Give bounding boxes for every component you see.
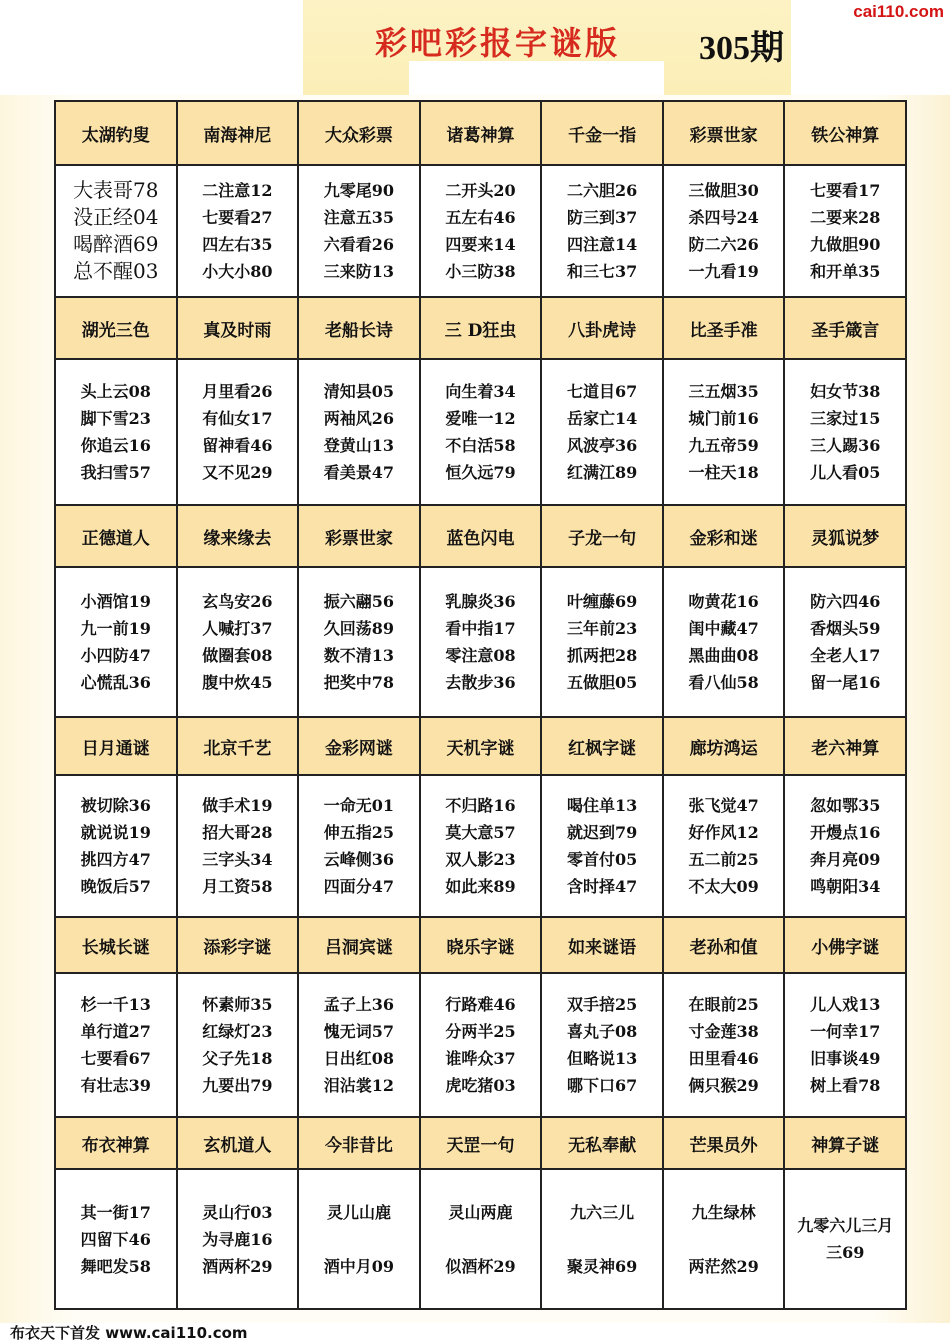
author-header-cell: 比圣手准 (664, 298, 786, 358)
author-header-cell: 晓乐字谜 (421, 918, 543, 972)
riddle-cell (785, 776, 905, 916)
riddle-cell (299, 974, 421, 1116)
riddle-line: 七道目67 (566, 382, 638, 401)
author-header-cell: 铁公神算 (785, 102, 905, 164)
riddle-line: 如此来89 (445, 877, 516, 896)
riddle-line: 父子先18 (202, 1049, 273, 1068)
riddle-line: 张飞觉47 (688, 796, 759, 815)
author-header-cell: 彩票世家 (299, 506, 421, 566)
riddle-line: 在眼前25 (688, 995, 759, 1014)
title-banner (303, 0, 791, 95)
riddle-line: 没正经04 (73, 205, 159, 229)
riddle-line: 不白活58 (445, 436, 516, 455)
riddle-line: 做手术19 (202, 796, 273, 815)
riddle-line: 三69 (826, 1243, 865, 1262)
riddle-cell (178, 166, 300, 296)
author-header-cell: 廊坊鸿运 (664, 718, 786, 774)
riddle-cell (542, 1170, 664, 1308)
riddle-line: 二注意12 (202, 181, 273, 200)
riddle-line: 晚饭后57 (80, 877, 151, 896)
riddle-line: 灵山行03 (202, 1202, 273, 1222)
riddle-line: 香烟头59 (810, 619, 881, 638)
riddle-line: 黑曲曲08 (688, 646, 759, 665)
header-row (56, 506, 905, 568)
riddle-line: 清知县05 (323, 382, 395, 401)
riddle-line: 虎吃猪03 (445, 1076, 516, 1095)
riddle-line: 玄鸟安26 (202, 592, 273, 611)
author-header-cell: 布衣神算 (56, 1118, 178, 1168)
riddle-line: 七要看27 (202, 208, 273, 227)
author-header-cell: 芒果员外 (664, 1118, 786, 1168)
riddle-cell (542, 360, 664, 504)
riddle-cell (56, 568, 178, 716)
riddle-cell (56, 166, 178, 296)
riddle-line: 心慌乱36 (80, 673, 151, 692)
riddle-cell (299, 776, 421, 916)
author-header-cell: 玄机道人 (178, 1118, 300, 1168)
riddle-line: 九一前19 (80, 619, 151, 638)
author-header-cell: 蓝色闪电 (421, 506, 543, 566)
riddle-line: 鸣朝阳34 (810, 877, 881, 896)
riddle-cell (542, 166, 664, 296)
riddle-line: 有壮志39 (80, 1076, 151, 1095)
riddle-line: 小四防47 (80, 646, 151, 665)
author-header-cell: 今非昔比 (299, 1118, 421, 1168)
riddle-cell (178, 974, 300, 1116)
riddle-line: 莫大意57 (445, 823, 516, 842)
author-header-cell: 金彩网谜 (299, 718, 421, 774)
riddle-line: 红满江89 (566, 463, 638, 482)
riddle-line: 杉一千13 (80, 995, 151, 1014)
riddle-line: 红绿灯23 (202, 1022, 273, 1041)
riddle-cell (299, 360, 421, 504)
riddle-line: 行路难46 (445, 995, 516, 1014)
riddle-line: 振六翮56 (323, 592, 395, 611)
riddle-line: 三来防13 (323, 262, 395, 281)
riddle-line: 小三防38 (445, 262, 516, 281)
riddle-line: 孟子上36 (323, 995, 395, 1014)
riddle-line: 看八仙58 (688, 673, 759, 692)
title-blank-area (409, 61, 664, 95)
site-logo-text[interactable]: cai110.com (853, 2, 944, 21)
riddle-cell (785, 1170, 905, 1308)
author-header-cell: 三 D狂虫 (421, 298, 543, 358)
header-row (56, 298, 905, 360)
riddle-line: 杀四号24 (688, 208, 759, 227)
riddle-cell (299, 1170, 421, 1308)
riddle-line: 防二六26 (688, 235, 759, 254)
riddle-line: 看美景47 (323, 463, 395, 482)
riddle-line: 小大小80 (202, 262, 273, 281)
riddle-line: 忽如鄂35 (810, 796, 881, 815)
riddle-line: 恒久远79 (445, 463, 516, 482)
riddle-line: 抓两把28 (566, 646, 638, 665)
riddle-line: 谁哗众37 (445, 1049, 516, 1068)
riddle-line: 就迟到79 (566, 823, 638, 842)
author-header-cell: 子龙一句 (542, 506, 664, 566)
page-title: 彩吧彩报字谜版 (375, 25, 621, 61)
footer-credit: 布衣天下首发 www.cai110.com (10, 1324, 248, 1342)
author-header-cell: 日月通谜 (56, 718, 178, 774)
riddle-line: 七要看67 (80, 1049, 151, 1068)
header-row (56, 1118, 905, 1170)
riddle-line: 二开头20 (445, 181, 516, 200)
riddle-line: 登黄山13 (323, 436, 395, 455)
riddle-line: 喝住单13 (566, 796, 638, 815)
riddle-line: 和三七37 (566, 262, 638, 281)
riddle-line: 向生着34 (445, 382, 516, 401)
author-header-cell: 添彩字谜 (178, 918, 300, 972)
riddle-line: 挑四方47 (80, 850, 151, 869)
riddle-cell (664, 1170, 786, 1308)
author-header-cell: 吕洞宾谜 (299, 918, 421, 972)
riddle-line: 有仙女17 (202, 409, 273, 428)
riddle-cell (664, 776, 786, 916)
riddle-row (56, 166, 905, 298)
riddle-cell (785, 974, 905, 1116)
riddle-line: 留神看46 (202, 436, 273, 455)
author-header-cell: 老孙和值 (664, 918, 786, 972)
riddle-line: 云峰侧36 (323, 850, 395, 869)
riddle-row (56, 360, 905, 506)
author-header-cell: 正德道人 (56, 506, 178, 566)
author-header-cell: 天罡一句 (421, 1118, 543, 1168)
header-row (56, 102, 905, 166)
riddle-line: 城门前16 (688, 409, 759, 428)
riddle-line: 防三到37 (566, 208, 638, 227)
author-header-cell: 神算子谜 (785, 1118, 905, 1168)
riddle-cell (785, 568, 905, 716)
author-header-cell: 诸葛神算 (421, 102, 543, 164)
riddle-line: 儿人戏13 (810, 995, 881, 1014)
riddle-line: 一九看19 (688, 262, 759, 281)
riddle-line: 五做胆05 (566, 673, 638, 692)
riddle-line: 数不清13 (323, 646, 395, 665)
riddle-table (54, 100, 907, 1310)
riddle-line: 大表哥78 (73, 178, 159, 202)
riddle-line: 灵山两鹿 (448, 1202, 513, 1222)
riddle-line: 一何幸17 (810, 1022, 881, 1041)
riddle-line: 日出红08 (323, 1049, 395, 1068)
riddle-line: 总不醒03 (73, 259, 159, 283)
riddle-line: 月工资58 (202, 877, 273, 896)
riddle-line: 三人踢36 (810, 436, 881, 455)
riddle-cell (664, 568, 786, 716)
riddle-line: 我扫雪57 (80, 463, 151, 482)
riddle-line: 九要出79 (202, 1076, 273, 1095)
riddle-line: 头上云08 (80, 382, 151, 401)
riddle-row (56, 776, 905, 918)
riddle-cell (664, 360, 786, 504)
riddle-cell (421, 974, 543, 1116)
riddle-cell (299, 166, 421, 296)
riddle-line: 一命无01 (323, 796, 395, 815)
riddle-line: 腹中炊45 (202, 673, 273, 692)
riddle-line: 和开单35 (810, 262, 881, 281)
riddle-cell (56, 776, 178, 916)
riddle-line: 全老人17 (810, 646, 881, 665)
author-header-cell: 缘来缘去 (178, 506, 300, 566)
author-header-cell: 北京千艺 (178, 718, 300, 774)
riddle-cell (785, 166, 905, 296)
author-header-cell: 如来谜语 (542, 918, 664, 972)
riddle-line: 伸五指25 (323, 823, 395, 842)
riddle-line: 四注意14 (566, 235, 638, 254)
author-header-cell: 金彩和迷 (664, 506, 786, 566)
riddle-line: 脚下雪23 (80, 409, 151, 428)
riddle-line: 九零尾90 (323, 181, 395, 200)
riddle-cell (421, 1170, 543, 1308)
riddle-line: 不归路16 (445, 796, 516, 815)
riddle-line: 四面分47 (323, 877, 395, 896)
author-header-cell: 长城长谜 (56, 918, 178, 972)
riddle-line: 两袖风26 (323, 409, 395, 428)
riddle-line: 小酒馆19 (80, 592, 151, 611)
riddle-line: 久回荡89 (323, 619, 395, 638)
author-header-cell: 彩票世家 (664, 102, 786, 164)
riddle-line: 似酒杯29 (445, 1256, 516, 1276)
riddle-line: 四要来14 (445, 235, 516, 254)
riddle-line: 三年前23 (566, 619, 638, 638)
author-header-cell: 湖光三色 (56, 298, 178, 358)
riddle-cell (178, 360, 300, 504)
riddle-line: 注意五35 (323, 208, 395, 227)
riddle-line: 儿人看05 (810, 463, 881, 482)
riddle-line: 风波亭36 (566, 436, 638, 455)
riddle-line: 四左右35 (202, 235, 273, 254)
author-header-cell: 红枫字谜 (542, 718, 664, 774)
riddle-line: 二要来28 (810, 208, 881, 227)
riddle-line: 三五烟35 (688, 382, 759, 401)
riddle-line: 喝醉酒69 (73, 232, 159, 256)
riddle-row (56, 568, 905, 718)
riddle-line: 做圈套08 (202, 646, 273, 665)
riddle-cell (542, 776, 664, 916)
riddle-line: 五二前25 (688, 850, 759, 869)
riddle-line: 奔月亮09 (810, 850, 881, 869)
author-header-cell: 千金一指 (542, 102, 664, 164)
riddle-line: 留一尾16 (810, 673, 881, 692)
riddle-line: 三字头34 (202, 850, 273, 869)
author-header-cell: 大众彩票 (299, 102, 421, 164)
author-header-cell: 天机字谜 (421, 718, 543, 774)
riddle-line: 酒中月09 (323, 1256, 395, 1276)
riddle-line: 妇女节38 (810, 382, 881, 401)
riddle-line: 人喊打37 (202, 619, 273, 638)
riddle-line: 七要看17 (810, 181, 881, 200)
riddle-line: 舞吧发58 (80, 1256, 151, 1276)
riddle-line: 九六三儿 (570, 1202, 635, 1222)
header-row (56, 918, 905, 974)
riddle-line: 就说说19 (80, 823, 151, 842)
riddle-line: 月里看26 (202, 382, 273, 401)
riddle-line: 怀素师35 (202, 995, 273, 1014)
riddle-line: 四留下46 (80, 1229, 151, 1249)
riddle-cell (421, 568, 543, 716)
riddle-cell (421, 360, 543, 504)
riddle-line: 一柱天18 (688, 463, 759, 482)
riddle-cell (542, 568, 664, 716)
riddle-line: 九五帝59 (688, 436, 759, 455)
riddle-line: 俩只猴29 (688, 1076, 759, 1095)
riddle-cell (664, 974, 786, 1116)
riddle-line: 旧事谈49 (810, 1049, 881, 1068)
riddle-line: 爱唯一12 (445, 409, 516, 428)
riddle-cell (178, 568, 300, 716)
riddle-line: 好作风12 (688, 823, 759, 842)
riddle-line: 泪沾裳12 (323, 1076, 395, 1095)
riddle-row (56, 974, 905, 1118)
riddle-line: 但略说13 (566, 1049, 638, 1068)
riddle-cell (299, 568, 421, 716)
riddle-cell (56, 974, 178, 1116)
riddle-line: 哪下口67 (566, 1076, 638, 1095)
riddle-cell (664, 166, 786, 296)
riddle-line: 双手掊25 (566, 995, 638, 1014)
riddle-line: 把奖中78 (323, 673, 395, 692)
author-header-cell: 八卦虎诗 (542, 298, 664, 358)
author-header-cell: 老六神算 (785, 718, 905, 774)
riddle-line: 寸金莲38 (688, 1022, 759, 1041)
riddle-line: 看中指17 (445, 619, 516, 638)
riddle-line: 为寻鹿16 (202, 1229, 273, 1249)
riddle-line: 聚灵神69 (566, 1256, 638, 1276)
riddle-line: 含时择47 (566, 877, 638, 896)
riddle-line: 愧无词57 (323, 1022, 395, 1041)
riddle-line: 防六四46 (810, 592, 881, 611)
author-header-cell: 真及时雨 (178, 298, 300, 358)
riddle-line: 又不见29 (202, 463, 273, 482)
riddle-cell (178, 776, 300, 916)
riddle-cell (178, 1170, 300, 1308)
riddle-line: 单行道27 (80, 1022, 151, 1041)
riddle-line: 田里看46 (688, 1049, 759, 1068)
riddle-line: 灵儿山鹿 (326, 1202, 391, 1222)
riddle-line: 其一街17 (80, 1202, 151, 1222)
riddle-cell (421, 166, 543, 296)
riddle-row (56, 1170, 905, 1308)
riddle-line: 五左右46 (445, 208, 516, 227)
author-header-cell: 无私奉献 (542, 1118, 664, 1168)
riddle-line: 树上看78 (810, 1076, 881, 1095)
author-header-cell: 南海神尼 (178, 102, 300, 164)
riddle-cell (421, 776, 543, 916)
riddle-line: 不太大09 (688, 877, 759, 896)
author-header-cell: 小佛字谜 (785, 918, 905, 972)
riddle-line: 招大哥28 (202, 823, 273, 842)
author-header-cell: 老船长诗 (299, 298, 421, 358)
author-header-cell: 太湖钓叟 (56, 102, 178, 164)
riddle-cell (785, 360, 905, 504)
header-row (56, 718, 905, 776)
riddle-line: 闺中藏47 (688, 619, 759, 638)
riddle-line: 九生绿林 (691, 1202, 756, 1222)
riddle-line: 零首付05 (566, 850, 638, 869)
riddle-line: 岳家亡14 (566, 409, 638, 428)
riddle-line: 被切除36 (80, 796, 151, 815)
riddle-cell (56, 1170, 178, 1308)
issue-number: 305期 (699, 30, 784, 67)
riddle-line: 你追云16 (80, 436, 151, 455)
riddle-line: 九做胆90 (810, 235, 881, 254)
riddle-line: 双人影23 (445, 850, 516, 869)
author-header-cell: 灵狐说梦 (785, 506, 905, 566)
riddle-line: 酒两杯29 (202, 1256, 273, 1276)
riddle-line: 零注意08 (445, 646, 516, 665)
riddle-line: 喜丸子08 (566, 1022, 638, 1041)
riddle-line: 三家过15 (810, 409, 881, 428)
riddle-line: 开熳点16 (810, 823, 881, 842)
riddle-line: 去散步36 (445, 673, 516, 692)
riddle-line: 乳腺炎36 (445, 592, 516, 611)
riddle-line: 吻黄花16 (688, 592, 759, 611)
riddle-line: 叶缠藤69 (566, 592, 638, 611)
riddle-line: 两茫然29 (688, 1256, 759, 1276)
riddle-line: 六看看26 (323, 235, 395, 254)
riddle-line: 九零六儿三月 (797, 1216, 894, 1235)
riddle-cell (542, 974, 664, 1116)
riddle-line: 三做胆30 (688, 181, 759, 200)
riddle-cell (56, 360, 178, 504)
author-header-cell: 圣手箴言 (785, 298, 905, 358)
riddle-line: 二六胆26 (566, 181, 638, 200)
riddle-line: 分两半25 (445, 1022, 516, 1041)
